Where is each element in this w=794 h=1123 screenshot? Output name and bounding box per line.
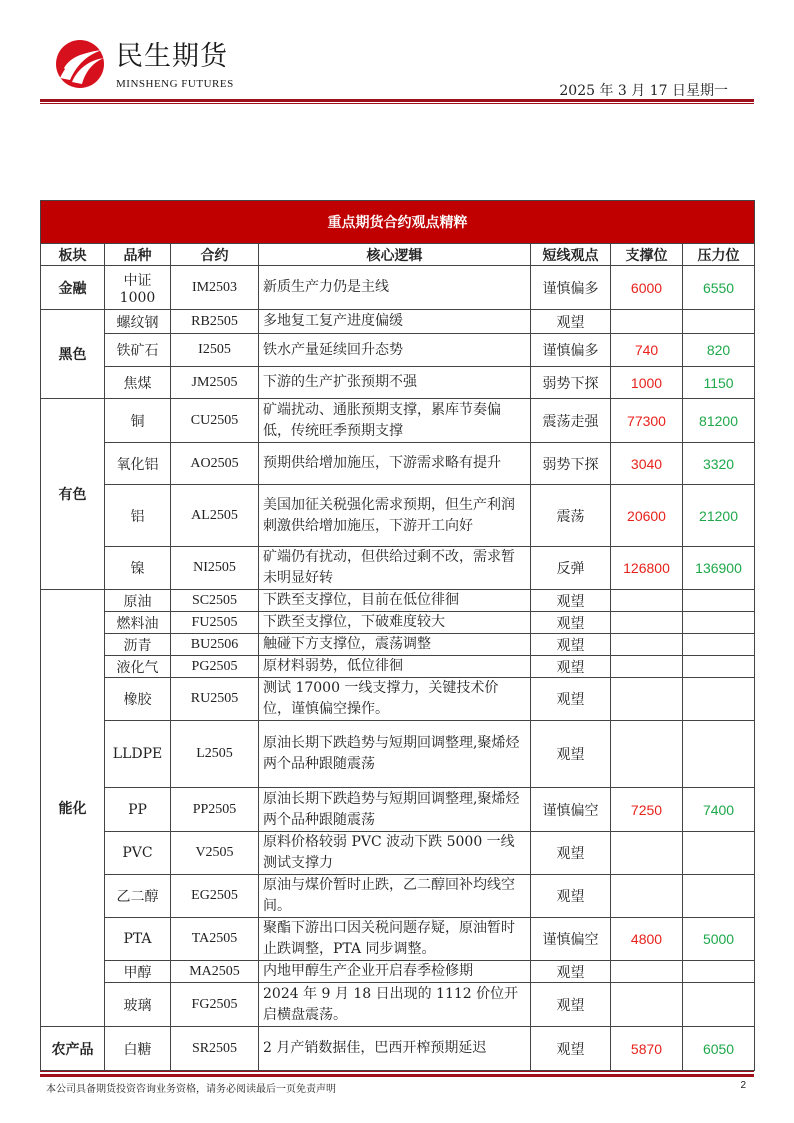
minsheng-logo-icon [50,38,110,90]
resistance-cell [683,961,755,983]
logic-cell: 铁水产量延续回升态势 [259,334,531,367]
view-cell: 震荡走强 [531,399,611,443]
footer-divider-thin [40,1071,754,1072]
logic-cell: 原材料弱势，低位徘徊 [259,656,531,678]
view-cell: 观望 [531,875,611,918]
support-cell: 4800 [611,918,683,961]
resistance-cell: 3320 [683,443,755,485]
contract-cell: MA2505 [171,961,259,983]
table-row [41,634,755,656]
sector-cell: 有色 [41,399,105,590]
logic-cell: 美国加征关税强化需求预期，但生产利润刺激供给增加施压，下游开工向好 [259,485,531,547]
contract-cell: EG2505 [171,875,259,918]
sector-cell: 能化 [41,590,105,1027]
table-row [41,961,755,983]
column-header: 板块 [41,244,105,266]
resistance-cell: 21200 [683,485,755,547]
page-number: 2 [740,1080,746,1091]
resistance-cell: 1150 [683,367,755,399]
view-cell: 震荡 [531,485,611,547]
variety-cell: 铜 [105,399,171,443]
view-cell: 弱势下探 [531,443,611,485]
support-cell [611,721,683,788]
view-cell: 观望 [531,590,611,612]
resistance-cell [683,634,755,656]
support-cell [611,656,683,678]
variety-cell: LLDPE [105,721,171,788]
resistance-cell: 820 [683,334,755,367]
variety-cell: PTA [105,918,171,961]
support-cell: 6000 [611,266,683,310]
table-row [41,367,755,399]
table-row [41,918,755,961]
table-row [41,590,755,612]
support-cell: 77300 [611,399,683,443]
logic-cell: 聚酯下游出口因关税问题存疑，原油暂时止跌调整，PTA 同步调整。 [259,918,531,961]
support-cell [611,678,683,721]
view-cell: 观望 [531,832,611,875]
logic-cell: 原油长期下跌趋势与短期回调整理,聚烯烃两个品种跟随震荡 [259,788,531,832]
support-cell [611,634,683,656]
table-row [41,656,755,678]
support-cell [611,961,683,983]
view-cell: 观望 [531,612,611,634]
logic-cell: 多地复工复产进度偏缓 [259,310,531,334]
variety-cell: 中证1000 [105,266,171,310]
variety-cell: 沥青 [105,634,171,656]
resistance-cell [683,983,755,1027]
table-row [41,1027,755,1071]
table-row [41,310,755,334]
support-cell [611,590,683,612]
view-cell: 观望 [531,721,611,788]
contract-cell: TA2505 [171,918,259,961]
contract-cell: L2505 [171,721,259,788]
logic-cell: 下游的生产扩张预期不强 [259,367,531,399]
variety-cell: 铝 [105,485,171,547]
contract-cell: RU2505 [171,678,259,721]
variety-cell: 玻璃 [105,983,171,1027]
logic-cell: 2024 年 9 月 18 日出现的 1112 价位开启横盘震荡。 [259,983,531,1027]
variety-cell: 镍 [105,547,171,590]
variety-cell: 甲醇 [105,961,171,983]
sector-cell: 黑色 [41,310,105,399]
contract-cell: I2505 [171,334,259,367]
contract-cell: FG2505 [171,983,259,1027]
resistance-cell [683,656,755,678]
contract-cell: AO2505 [171,443,259,485]
resistance-cell [683,875,755,918]
resistance-cell [683,310,755,334]
variety-cell: PVC [105,832,171,875]
variety-cell: 橡胶 [105,678,171,721]
resistance-cell: 81200 [683,399,755,443]
table-row [41,399,755,443]
variety-cell: 螺纹钢 [105,310,171,334]
support-cell: 5870 [611,1027,683,1071]
logic-cell: 下跌至支撑位，下破难度较大 [259,612,531,634]
support-cell: 1000 [611,367,683,399]
contract-cell: AL2505 [171,485,259,547]
view-cell: 观望 [531,678,611,721]
view-cell: 观望 [531,634,611,656]
view-cell: 谨慎偏空 [531,788,611,832]
logic-cell: 预期供给增加施压，下游需求略有提升 [259,443,531,485]
resistance-cell [683,678,755,721]
variety-cell: 燃料油 [105,612,171,634]
column-header: 核心逻辑 [259,244,531,266]
contract-cell: BU2506 [171,634,259,656]
table-row [41,443,755,485]
resistance-cell: 6050 [683,1027,755,1071]
variety-cell: 液化气 [105,656,171,678]
sector-cell: 农产品 [41,1027,105,1071]
view-cell: 观望 [531,1027,611,1071]
logic-cell: 触碰下方支撑位，震荡调整 [259,634,531,656]
variety-cell: 焦煤 [105,367,171,399]
brand-name-cn: 民生期货 [116,41,228,72]
view-cell: 谨慎偏多 [531,334,611,367]
support-cell [611,983,683,1027]
futures-view-table [40,200,755,1071]
support-cell: 20600 [611,485,683,547]
variety-cell: 乙二醇 [105,875,171,918]
column-header: 压力位 [683,244,755,266]
contract-cell: PG2505 [171,656,259,678]
header-divider [40,99,754,102]
logic-cell: 测试 17000 一线支撑力，关键技术价位，谨慎偏空操作。 [259,678,531,721]
resistance-cell [683,721,755,788]
resistance-cell [683,612,755,634]
variety-cell: 氧化铝 [105,443,171,485]
footer-divider [40,1074,754,1077]
report-date: 2025 年 3 月 17 日星期一 [559,83,728,99]
table-row [41,547,755,590]
contract-cell: IM2503 [171,266,259,310]
resistance-cell: 5000 [683,918,755,961]
table-row [41,983,755,1027]
variety-cell: 原油 [105,590,171,612]
resistance-cell: 136900 [683,547,755,590]
logic-cell: 原料价格较弱 PVC 波动下跌 5000 一线测试支撑力 [259,832,531,875]
table-row [41,875,755,918]
column-header: 短线观点 [531,244,611,266]
view-cell: 谨慎偏多 [531,266,611,310]
table-row [41,266,755,310]
resistance-cell [683,590,755,612]
logic-cell: 2 月产销数据佳，巴西开榨预期延迟 [259,1027,531,1071]
support-cell: 740 [611,334,683,367]
variety-cell: 铁矿石 [105,334,171,367]
support-cell: 7250 [611,788,683,832]
contract-cell: CU2505 [171,399,259,443]
support-cell [611,310,683,334]
view-cell: 观望 [531,961,611,983]
logic-cell: 下跌至支撑位，目前在低位徘徊 [259,590,531,612]
table-row [41,832,755,875]
view-cell: 反弹 [531,547,611,590]
brand-name-en: MINSHENG FUTURES [116,78,234,90]
table-row [41,334,755,367]
column-header: 品种 [105,244,171,266]
resistance-cell: 7400 [683,788,755,832]
table-row [41,612,755,634]
contract-cell: SR2505 [171,1027,259,1071]
column-header: 支撑位 [611,244,683,266]
contract-cell: SC2505 [171,590,259,612]
logic-cell: 新质生产力仍是主线 [259,266,531,310]
view-cell: 观望 [531,656,611,678]
view-cell: 观望 [531,983,611,1027]
table-title: 重点期货合约观点精粹 [41,201,755,244]
header-divider-thin [40,103,754,104]
table-row [41,485,755,547]
support-cell [611,875,683,918]
logic-cell: 矿端扰动、通胀预期支撑，累库节奏偏低，传统旺季预期支撑 [259,399,531,443]
sector-cell: 金融 [41,266,105,310]
table-header-row [41,244,755,266]
contract-cell: PP2505 [171,788,259,832]
view-cell: 弱势下探 [531,367,611,399]
variety-cell: PP [105,788,171,832]
support-cell: 126800 [611,547,683,590]
contract-cell: NI2505 [171,547,259,590]
contract-cell: V2505 [171,832,259,875]
support-cell: 3040 [611,443,683,485]
logic-cell: 内地甲醇生产企业开启春季检修期 [259,961,531,983]
support-cell [611,612,683,634]
column-header: 合约 [171,244,259,266]
contract-cell: JM2505 [171,367,259,399]
table-row [41,678,755,721]
logic-cell: 原油长期下跌趋势与短期回调整理,聚烯烃两个品种跟随震荡 [259,721,531,788]
disclaimer-text: 本公司具备期货投资咨询业务资格，请务必阅读最后一页免责声明 [46,1084,336,1095]
view-cell: 观望 [531,310,611,334]
variety-cell: 白糖 [105,1027,171,1071]
contract-cell: RB2505 [171,310,259,334]
logic-cell: 原油与煤价暂时止跌，乙二醇回补均线空间。 [259,875,531,918]
support-cell [611,832,683,875]
contract-cell: FU2505 [171,612,259,634]
table-row [41,788,755,832]
table-row [41,721,755,788]
logic-cell: 矿端仍有扰动，但供给过剩不改，需求暂未明显好转 [259,547,531,590]
view-cell: 谨慎偏空 [531,918,611,961]
resistance-cell [683,832,755,875]
resistance-cell: 6550 [683,266,755,310]
